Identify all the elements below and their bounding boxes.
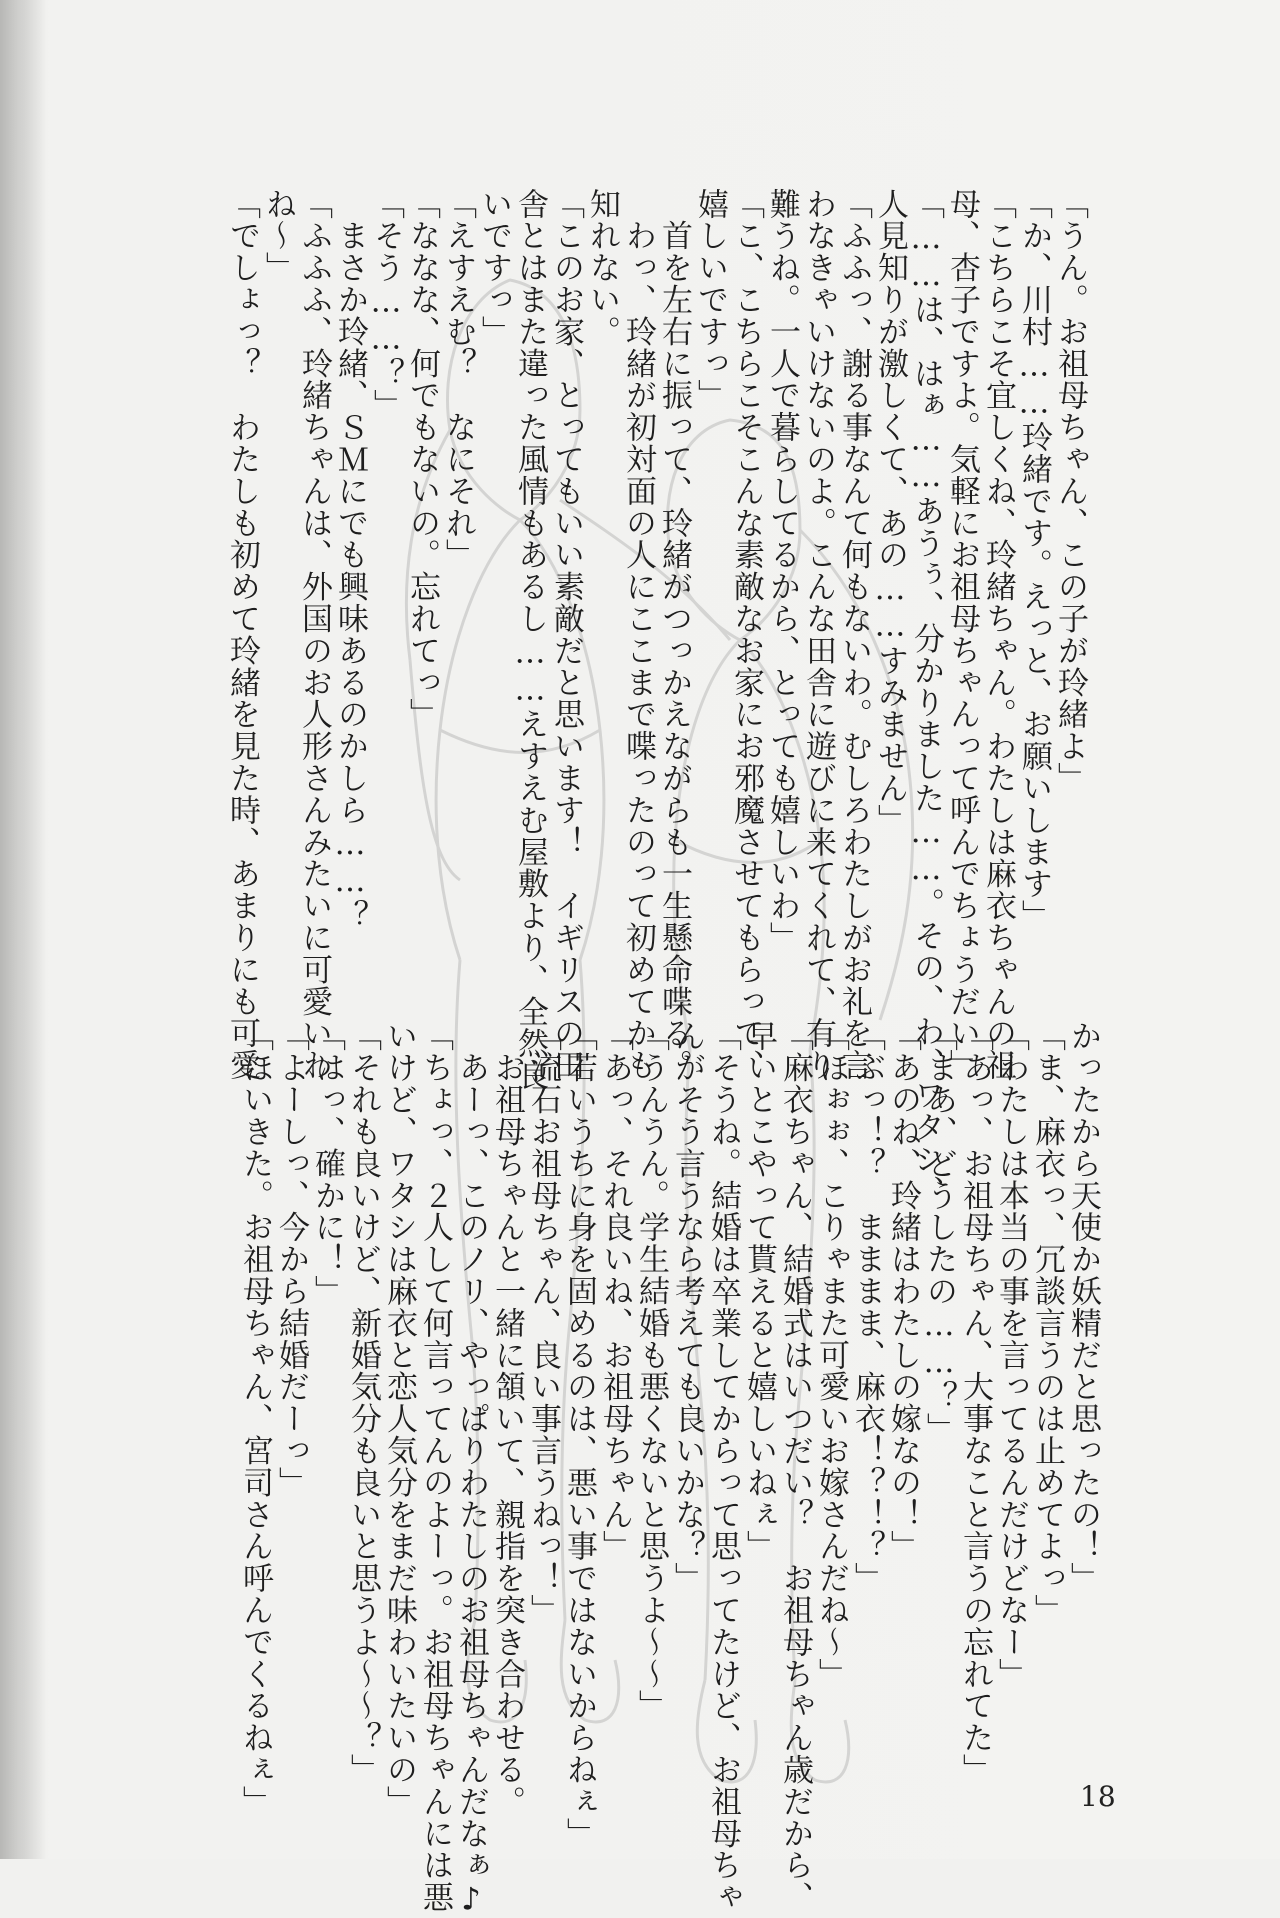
text-column: あーっ、このノリ、やっぱりわたしのお祖母ちゃんだなぁ♪	[453, 1020, 489, 1918]
text-column: わっ、玲緒が初対面の人にここまで喋ったのって初めてかも	[620, 188, 656, 1082]
text-column: 「あっ、お祖母ちゃん、大事なこと言うの忘れてた」	[957, 1020, 993, 1786]
text-column: 「うんうん。学生結婚も悪くないと思うよ～～」	[633, 1020, 669, 1722]
text-column: 人見知りが激しくて、あの……すみません」	[872, 188, 908, 836]
text-column: お祖母ちゃんと一緒に頷いて、親指を突き合わせる。	[489, 1020, 525, 1818]
text-column: いけど、ワタシは麻衣と恋人気分をまだ味わいたいの」	[381, 1020, 417, 1818]
text-column: 「そう……？」	[368, 188, 404, 422]
text-column: いですっ」	[476, 188, 512, 348]
text-column: 嬉しいですっ」	[692, 188, 728, 412]
text-column: 「えすえむ？ なにそれ」	[440, 188, 476, 571]
text-column: 「あっ、それ良いね、お祖母ちゃん」	[597, 1020, 633, 1563]
text-column: 「ふふっ、謝る事なんて何もないわ。むしろわたしがお礼を言	[836, 188, 872, 1082]
text-column: わなきゃいけないのよ。こんな田舎に遊びに来てくれて、有り	[800, 188, 836, 1082]
text-column: ね～」	[260, 188, 296, 284]
text-column: 舎とはまた違った風情もあるし……えすえむ屋敷より、全然良	[512, 188, 548, 1092]
text-column: 「ほぉぉ、こりゃまた可愛いお嫁さんだね～」	[813, 1020, 849, 1690]
text-column: 「ほいきた。お祖母ちゃん、宮司さん呼んでくるねぇ」	[237, 1020, 273, 1818]
text-column: 「はっ、確かに！」	[309, 1020, 345, 1308]
text-column: 知れない。	[584, 188, 620, 348]
text-column: 「……は、はぁ……あうぅ、分かりました……。その、わ、ワタシ、	[908, 188, 944, 1207]
text-column: 「ふふふ、玲緒ちゃんは、外国のお人形さんみたいに可愛いわ	[296, 188, 332, 1082]
text-column: 「か、川村……玲緒です。えっと、お願いします」	[1016, 188, 1052, 932]
text-column: 「ぶっ！？ まままま、麻衣！？！？」	[849, 1020, 885, 1595]
text-column: 「ななな、何でもないの。忘れてっ」	[404, 188, 440, 731]
text-column: 「でしょっ？ わたしも初めて玲緒を見た時、あまりにも可愛	[224, 188, 260, 1082]
text-column: んがそう言うなら考えても良いかな？」	[669, 1020, 705, 1595]
text-column: 早いとこやって貰えると嬉しいねぇ」	[741, 1020, 777, 1563]
text-column: 「ちょっ、２人して何言ってんのよーっ。お祖母ちゃんには悪	[417, 1020, 453, 1914]
text-column: かったから天使か妖精だと思ったの！」	[1065, 1020, 1101, 1595]
text-column: 「それも良いけど、新婚気分も良いと思うよ～～？」	[345, 1020, 381, 1786]
text-column: 「流石お祖母ちゃん、良い事言うねっ！」	[525, 1020, 561, 1627]
text-column: まさか玲緒、ＳＭにでも興味あるのかしら……？	[332, 188, 368, 932]
text-column: 「あのね、玲緒はわたしの嫁なの！」	[885, 1020, 921, 1563]
text-column: 母、杏子ですよ。気軽にお祖母ちゃんって呼んでちょうだい」	[944, 188, 980, 1082]
spine-shadow	[0, 0, 46, 1859]
text-column: 「若いうちに身を固めるのは、悪い事ではないからねぇ」	[561, 1020, 597, 1850]
text-column: 「うん。お祖母ちゃん、この子が玲緒よ」	[1052, 188, 1088, 795]
text-column: 「わたしは本当の事を言ってるんだけどなー」	[993, 1020, 1029, 1690]
text-column: 「ま、麻衣っ、冗談言うのは止めてよっ」	[1029, 1020, 1065, 1627]
text-column: 「そうね。結婚は卒業してからって思ってたけど、お祖母ちゃ	[705, 1020, 741, 1914]
text-column: 難うね。一人で暮らしてるから、とっても嬉しいわ」	[764, 188, 800, 954]
text-column: 首を左右に振って、玲緒がつっかえながらも一生懸命喋る。	[656, 188, 692, 1082]
text-column: 「こちらこそ宜しくね、玲緒ちゃん。わたしは麻衣ちゃんの祖	[980, 188, 1016, 1082]
page-number: 18	[1080, 1780, 1116, 1813]
text-column: 「こ、こちらこそこんな素敵なお家にお邪魔させてもらって、	[728, 188, 764, 1082]
text-column: 「まあ、どうしたの……？」	[921, 1020, 957, 1445]
text-column: 「よーしっ、今から結婚だーっ」	[273, 1020, 309, 1499]
text-column: 「このお家、とってもいい素敵だと思います！ イギリスの田	[548, 188, 584, 1082]
text-column: 「麻衣ちゃん、結婚式はいつだい？ お祖母ちゃん歳だから、	[777, 1020, 813, 1914]
